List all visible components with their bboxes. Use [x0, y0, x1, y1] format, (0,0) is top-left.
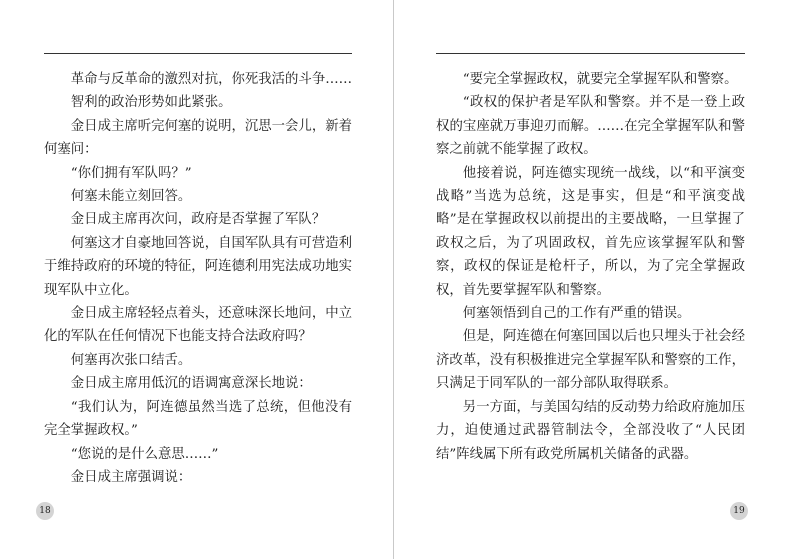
paragraph: 金日成主席再次问，政府是否掌握了军队？: [70, 212, 326, 228]
page-number: 19: [730, 502, 748, 520]
paragraph: 金日成主席轻轻点着头，还意味深长地问，中立化的军队在任何情况下也能支持合法政府吗？: [44, 306, 352, 345]
paragraph: 金日成主席用低沉的语调寓意深长地说：: [70, 376, 312, 392]
paragraph: 他接着说，阿连德实现统一战线，以“和平演变战略”当选为总统，这是事实，但是“和平演变战略”是在掌握政权以前提出的主要战略，一旦掌握了政权之后，为了巩固政权，首先应该掌握军队和警察，政权的保证是枪杆子，所以，为了完全掌握政权，首先要掌握军队和警察。: [436, 165, 745, 298]
paragraph: 何塞未能立刻回答。: [70, 189, 192, 205]
left-page-text: [44, 68, 352, 489]
paragraph: “政权的保护者是军队和警察。并不是一登上政权的宝座就万事迎刃而解。……在完全掌握军队和警察之前就不能掌握了政权。: [436, 95, 745, 158]
paragraph: “您说的是什么意思……”: [70, 446, 219, 462]
paragraph: 革命与反革命的激烈对抗，你死我活的斗争……: [70, 72, 352, 87]
paragraph: 金日成主席听完何塞的说明，沉思一会儿，新着何塞问：: [44, 118, 352, 158]
page-number: 18: [36, 502, 54, 520]
paragraph: “我们认为，阿连德虽然当选了总统，但他没有完全掌握政权。”: [44, 399, 352, 439]
left-page: [0, 0, 393, 559]
right-page: [394, 0, 787, 559]
paragraph: “要完全掌握政权，就要完全掌握军队和警察。: [462, 72, 738, 87]
header-rule: [44, 53, 352, 54]
header-rule: [436, 53, 745, 54]
paragraph: 另一方面，与美国勾结的反动势力给政府施加压力，迫使通过武器管制法令，全部没收了“人民团结”阵线属下所有政党所属机关储备的武器。: [436, 399, 745, 462]
paragraph: 金日成主席强调说：: [70, 469, 192, 485]
paragraph: 智利的政治形势如此紧张。: [70, 95, 232, 111]
paragraph: “你们拥有军队吗？”: [70, 165, 192, 181]
paragraph: 何塞领悟到自己的工作有严重的错误。: [462, 306, 691, 322]
right-page-text: [436, 68, 745, 466]
paragraph: 何塞再次张口结舌。: [70, 352, 192, 368]
paragraph: 但是，阿连德在何塞回国以后也只埋头于社会经济改革，没有积极推进完全掌握军队和警察的工作，只满足于同军队的一部分部队取得联系。: [436, 329, 745, 392]
paragraph: 何塞这才自豪地回答说，自国军队具有可营造利于维持政府的环境的特征，阿连德利用宪法成功地实现军队中立化。: [44, 235, 352, 298]
